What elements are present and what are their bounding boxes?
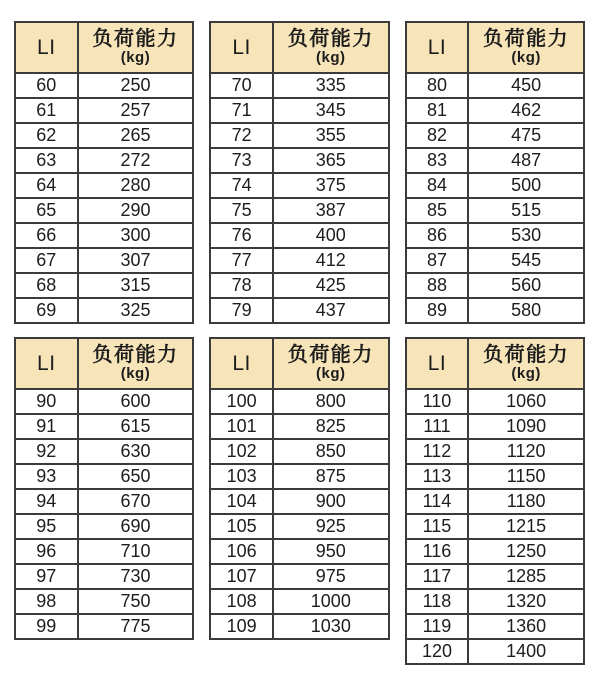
- table-row: [406, 73, 584, 98]
- load-capacity-column-header: [78, 338, 194, 389]
- table-row: [15, 173, 193, 198]
- load-kg-value-cell: 300: [78, 223, 194, 248]
- table-row: [15, 148, 193, 173]
- table-row: [15, 489, 193, 514]
- load-capacity-label: 负荷能力: [287, 343, 374, 366]
- table-row: [406, 389, 584, 414]
- load-kg-value-cell: 975: [273, 564, 389, 589]
- table-row: [210, 539, 388, 564]
- load-capacity-column-header: [273, 22, 389, 73]
- load-kg-value-cell: 355: [273, 123, 389, 148]
- li-value-cell: 96: [15, 539, 78, 564]
- table-row: [15, 123, 193, 148]
- load-kg-value-cell: 1320: [468, 589, 584, 614]
- load-kg-value-cell: 630: [78, 439, 194, 464]
- li-value-cell: 65: [15, 198, 78, 223]
- table-row: [15, 614, 193, 639]
- load-kg-value-cell: 730: [78, 564, 194, 589]
- table-row: [210, 223, 388, 248]
- load-index-table-3: [405, 21, 585, 324]
- load-kg-value-cell: 1180: [468, 489, 584, 514]
- table-row: [210, 589, 388, 614]
- li-column-header: LI: [210, 22, 273, 73]
- load-kg-value-cell: 1000: [273, 589, 389, 614]
- table-row: [406, 539, 584, 564]
- table-row: [406, 298, 584, 323]
- li-value-cell: 68: [15, 273, 78, 298]
- load-kg-value-cell: 412: [273, 248, 389, 273]
- li-value-cell: 67: [15, 248, 78, 273]
- li-value-cell: 70: [210, 73, 273, 98]
- li-value-cell: 66: [15, 223, 78, 248]
- load-capacity-label: 负荷能力: [92, 27, 179, 50]
- load-kg-value-cell: 1250: [468, 539, 584, 564]
- li-column-header: LI: [406, 22, 469, 73]
- table-row: [15, 298, 193, 323]
- li-value-cell: 105: [210, 514, 273, 539]
- load-kg-value-cell: 615: [78, 414, 194, 439]
- load-kg-value-cell: 925: [273, 514, 389, 539]
- li-value-cell: 99: [15, 614, 78, 639]
- kg-unit-label: (kg): [316, 365, 346, 383]
- load-kg-value-cell: 425: [273, 273, 389, 298]
- table-row: [210, 439, 388, 464]
- table-row: [406, 464, 584, 489]
- li-value-cell: 72: [210, 123, 273, 148]
- table-row: [406, 414, 584, 439]
- load-index-table-1: [14, 21, 194, 324]
- li-value-cell: 89: [406, 298, 469, 323]
- load-kg-value-cell: 335: [273, 73, 389, 98]
- li-value-cell: 78: [210, 273, 273, 298]
- load-kg-value-cell: 850: [273, 439, 389, 464]
- load-kg-value-cell: 400: [273, 223, 389, 248]
- li-value-cell: 114: [406, 489, 469, 514]
- table-row: [406, 439, 584, 464]
- header-row: [15, 22, 193, 73]
- load-kg-value-cell: 1215: [468, 514, 584, 539]
- load-kg-value-cell: 950: [273, 539, 389, 564]
- table-row: [210, 123, 388, 148]
- li-value-cell: 107: [210, 564, 273, 589]
- table-row: [406, 198, 584, 223]
- load-index-table-5: [209, 337, 389, 640]
- li-value-cell: 82: [406, 123, 469, 148]
- load-kg-value-cell: 307: [78, 248, 194, 273]
- table-row: [406, 98, 584, 123]
- li-value-cell: 119: [406, 614, 469, 639]
- table-row: [406, 514, 584, 539]
- li-value-cell: 100: [210, 389, 273, 414]
- load-kg-value-cell: 710: [78, 539, 194, 564]
- load-kg-value-cell: 272: [78, 148, 194, 173]
- li-value-cell: 63: [15, 148, 78, 173]
- table-row: [406, 589, 584, 614]
- load-kg-value-cell: 387: [273, 198, 389, 223]
- load-capacity-column-header: [273, 338, 389, 389]
- load-kg-value-cell: 290: [78, 198, 194, 223]
- header-row: [15, 338, 193, 389]
- tables-grid: [14, 21, 585, 665]
- load-capacity-label: 负荷能力: [287, 27, 374, 50]
- table-row: [210, 98, 388, 123]
- li-value-cell: 111: [406, 414, 469, 439]
- table-row: [210, 73, 388, 98]
- load-kg-value-cell: 1060: [468, 389, 584, 414]
- li-value-cell: 108: [210, 589, 273, 614]
- header-row: [210, 338, 388, 389]
- li-value-cell: 84: [406, 173, 469, 198]
- li-value-cell: 87: [406, 248, 469, 273]
- load-kg-value-cell: 475: [468, 123, 584, 148]
- kg-unit-label: (kg): [120, 49, 151, 67]
- table-row: [210, 248, 388, 273]
- kg-unit-label: (kg): [511, 365, 541, 383]
- load-kg-value-cell: 800: [273, 389, 389, 414]
- table-row: [15, 464, 193, 489]
- table-row: [406, 614, 584, 639]
- table-row: [15, 414, 193, 439]
- header-row: [406, 338, 584, 389]
- li-value-cell: 81: [406, 98, 469, 123]
- li-value-cell: 79: [210, 298, 273, 323]
- li-value-cell: 115: [406, 514, 469, 539]
- load-kg-value-cell: 487: [468, 148, 584, 173]
- load-capacity-label: 负荷能力: [483, 27, 570, 50]
- load-kg-value-cell: 1400: [468, 639, 584, 664]
- li-value-cell: 77: [210, 248, 273, 273]
- li-value-cell: 120: [406, 639, 469, 664]
- li-value-cell: 83: [406, 148, 469, 173]
- table-row: [15, 73, 193, 98]
- li-column-header: LI: [406, 338, 469, 389]
- kg-unit-label: (kg): [120, 365, 151, 383]
- table-row: [210, 173, 388, 198]
- li-value-cell: 85: [406, 198, 469, 223]
- load-index-table-4: [14, 337, 194, 640]
- li-value-cell: 97: [15, 564, 78, 589]
- li-value-cell: 60: [15, 73, 78, 98]
- load-capacity-column-header: [468, 338, 584, 389]
- li-value-cell: 88: [406, 273, 469, 298]
- table-row: [15, 198, 193, 223]
- table-row: [406, 223, 584, 248]
- table-row: [15, 389, 193, 414]
- load-capacity-column-header: [78, 22, 194, 73]
- load-kg-value-cell: 1090: [468, 414, 584, 439]
- table-row: [210, 273, 388, 298]
- li-column-header: LI: [210, 338, 273, 389]
- li-value-cell: 93: [15, 464, 78, 489]
- load-kg-value-cell: 1285: [468, 564, 584, 589]
- load-kg-value-cell: 775: [78, 614, 194, 639]
- li-value-cell: 104: [210, 489, 273, 514]
- table-row: [406, 248, 584, 273]
- load-index-table-6: [405, 337, 585, 665]
- load-kg-value-cell: 825: [273, 414, 389, 439]
- table-row: [210, 198, 388, 223]
- load-capacity-label: 负荷能力: [92, 343, 179, 366]
- table-row: [15, 98, 193, 123]
- header-row: [210, 22, 388, 73]
- table-row: [406, 273, 584, 298]
- li-value-cell: 95: [15, 514, 78, 539]
- load-kg-value-cell: 265: [78, 123, 194, 148]
- li-value-cell: 62: [15, 123, 78, 148]
- li-value-cell: 76: [210, 223, 273, 248]
- li-value-cell: 94: [15, 489, 78, 514]
- load-kg-value-cell: 670: [78, 489, 194, 514]
- table-row: [15, 223, 193, 248]
- load-kg-value-cell: 345: [273, 98, 389, 123]
- table-row: [15, 589, 193, 614]
- table-row: [15, 539, 193, 564]
- table-row: [210, 464, 388, 489]
- load-kg-value-cell: 900: [273, 489, 389, 514]
- li-value-cell: 106: [210, 539, 273, 564]
- load-kg-value-cell: 580: [468, 298, 584, 323]
- load-kg-value-cell: 462: [468, 98, 584, 123]
- li-column-header: LI: [15, 338, 78, 389]
- load-kg-value-cell: 515: [468, 198, 584, 223]
- li-value-cell: 102: [210, 439, 273, 464]
- load-kg-value-cell: 375: [273, 173, 389, 198]
- table-row: [406, 123, 584, 148]
- li-value-cell: 73: [210, 148, 273, 173]
- load-kg-value-cell: 530: [468, 223, 584, 248]
- li-value-cell: 92: [15, 439, 78, 464]
- li-value-cell: 117: [406, 564, 469, 589]
- table-row: [406, 489, 584, 514]
- table-row: [15, 514, 193, 539]
- load-kg-value-cell: 450: [468, 73, 584, 98]
- table-row: [406, 639, 584, 664]
- load-kg-value-cell: 560: [468, 273, 584, 298]
- li-value-cell: 64: [15, 173, 78, 198]
- table-row: [210, 148, 388, 173]
- li-value-cell: 118: [406, 589, 469, 614]
- li-value-cell: 101: [210, 414, 273, 439]
- li-value-cell: 80: [406, 73, 469, 98]
- li-value-cell: 90: [15, 389, 78, 414]
- load-kg-value-cell: 1030: [273, 614, 389, 639]
- load-kg-value-cell: 600: [78, 389, 194, 414]
- table-row: [15, 564, 193, 589]
- table-row: [406, 564, 584, 589]
- load-capacity-column-header: [468, 22, 584, 73]
- table-row: [210, 614, 388, 639]
- li-value-cell: 71: [210, 98, 273, 123]
- load-kg-value-cell: 690: [78, 514, 194, 539]
- li-value-cell: 116: [406, 539, 469, 564]
- table-row: [406, 173, 584, 198]
- load-kg-value-cell: 1120: [468, 439, 584, 464]
- table-row: [210, 489, 388, 514]
- load-kg-value-cell: 500: [468, 173, 584, 198]
- table-row: [210, 514, 388, 539]
- li-value-cell: 69: [15, 298, 78, 323]
- load-kg-value-cell: 365: [273, 148, 389, 173]
- kg-unit-label: (kg): [316, 49, 346, 67]
- li-value-cell: 61: [15, 98, 78, 123]
- load-kg-value-cell: 875: [273, 464, 389, 489]
- li-value-cell: 91: [15, 414, 78, 439]
- li-value-cell: 103: [210, 464, 273, 489]
- li-value-cell: 109: [210, 614, 273, 639]
- load-kg-value-cell: 1360: [468, 614, 584, 639]
- load-kg-value-cell: 250: [78, 73, 194, 98]
- load-kg-value-cell: 437: [273, 298, 389, 323]
- load-capacity-label: 负荷能力: [483, 343, 570, 366]
- load-index-table-2: [209, 21, 389, 324]
- table-row: [406, 148, 584, 173]
- header-row: [406, 22, 584, 73]
- load-kg-value-cell: 315: [78, 273, 194, 298]
- table-row: [15, 439, 193, 464]
- li-value-cell: 113: [406, 464, 469, 489]
- table-row: [210, 414, 388, 439]
- li-value-cell: 75: [210, 198, 273, 223]
- kg-unit-label: (kg): [511, 49, 541, 67]
- load-kg-value-cell: 280: [78, 173, 194, 198]
- li-value-cell: 74: [210, 173, 273, 198]
- li-column-header: LI: [15, 22, 78, 73]
- li-value-cell: 86: [406, 223, 469, 248]
- table-row: [210, 564, 388, 589]
- li-value-cell: 98: [15, 589, 78, 614]
- li-value-cell: 112: [406, 439, 469, 464]
- load-kg-value-cell: 325: [78, 298, 194, 323]
- load-kg-value-cell: 1150: [468, 464, 584, 489]
- table-row: [210, 298, 388, 323]
- table-row: [210, 389, 388, 414]
- load-kg-value-cell: 650: [78, 464, 194, 489]
- load-kg-value-cell: 750: [78, 589, 194, 614]
- table-row: [15, 273, 193, 298]
- load-kg-value-cell: 257: [78, 98, 194, 123]
- li-value-cell: 110: [406, 389, 469, 414]
- load-kg-value-cell: 545: [468, 248, 584, 273]
- table-row: [15, 248, 193, 273]
